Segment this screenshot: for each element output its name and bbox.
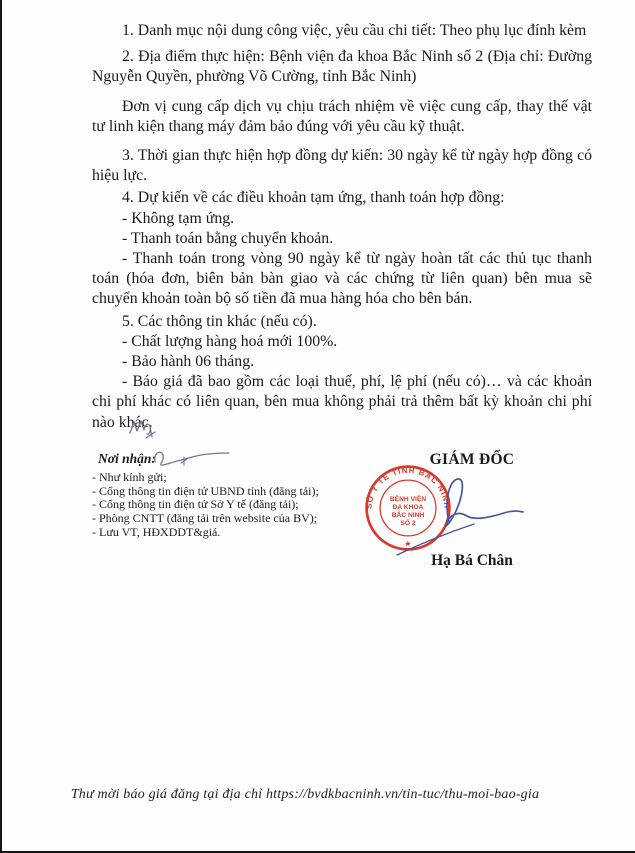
director-name: Hạ Bá Chân	[431, 552, 513, 569]
list-item-payment-terms: - Thanh toán trong vòng 90 ngày kể từ ngày hoàn tất các thủ tục thanh toán (hóa đơn, biên bản bàn giao và các chứng từ liên quan) bên mua sẽ chuyển khoản toàn bộ số tiền đã mua hàng hóa cho bên bán.	[92, 250, 592, 308]
svg-text:ĐA KHOA: ĐA KHOA	[392, 503, 424, 511]
paragraph-item-5: 5. Các thông tin khác (nếu có).	[122, 312, 317, 330]
footer-note: Thư mời báo giá đăng tại địa chỉ https://bvdkbacninh.vn/tin-tuc/thu-moi-bao-gia	[70, 787, 540, 802]
list-item-warranty: - Bảo hành 06 tháng.	[122, 353, 255, 371]
recipients-label: Nơi nhận:	[98, 451, 156, 466]
scan-edge-left	[0, 0, 2, 853]
paragraph-item-3: 3. Thời gian thực hiện hợp đồng dự kiến: 30 ngày kể từ ngày hợp đồng có hiệu lực.	[92, 147, 592, 185]
paragraph-item-4: 4. Dự kiến về các điều khoản tạm ứng, thanh toán hợp đồng:	[122, 189, 505, 207]
paragraph-item-2: 2. Địa điểm thực hiện: Bệnh viện đa khoa Bắc Ninh số 2 (Địa chỉ: Đường Nguyễn Quyền, phường Võ Cường, tỉnh Bắc Ninh)	[92, 48, 592, 86]
handwritten-initial-icon	[127, 417, 159, 441]
recipient-item: - Cổng thông tin điện tử UBND tỉnh (đăng tải);	[92, 483, 319, 498]
list-item-quality: - Chất lượng hàng hoá mới 100%.	[122, 332, 338, 350]
list-item-no-advance: - Không tạm ứng.	[122, 209, 235, 227]
svg-text:BẮC NINH: BẮC NINH	[391, 512, 425, 519]
paragraph-item-1: 1. Danh mục nội dung công việc, yêu cầu chi tiết: Theo phụ lục đính kèm	[122, 22, 587, 39]
recipient-item: - Như kính gửi;	[92, 469, 167, 484]
recipient-item: - Cổng thông tin điện tử Sở Y tế (đăng tải);	[92, 497, 299, 512]
document-body	[92, 21, 592, 433]
svg-text:BỆNH VIỆN: BỆNH VIỆN	[389, 495, 427, 503]
recipients-list	[92, 471, 372, 540]
handwritten-initial-icon	[149, 447, 233, 471]
director-title: GIÁM ĐỐC	[429, 451, 515, 468]
paragraph-supplier-note: Đơn vị cung cấp dịch vụ chịu trách nhiệm về việc cung cấp, thay thế vật tư linh kiện thang máy đảm bảo đúng với yêu cầu kỹ thuật.	[92, 97, 592, 135]
stamp-ring-text: SỞ Y TẾ TỈNH BẮC NINH	[364, 465, 452, 510]
stamp-star-icon: ★	[404, 538, 412, 548]
director-signature-icon	[389, 472, 527, 560]
recipient-item: - Lưu VT, HĐXDDT&giá.	[92, 524, 221, 539]
list-item-bank-transfer: - Thanh toán bằng chuyển khoản.	[122, 229, 334, 247]
list-item-price-includes: - Báo giá đã bao gồm các loại thuế, phí, lệ phí (nếu có)… và các khoản chi phí khác có liên quan, bên mua không phải trả thêm bất kỳ khoản chi phí nào khác.	[92, 373, 592, 431]
svg-text:SỐ 2: SỐ 2	[400, 520, 416, 528]
recipient-item: - Phòng CNTT (đăng tải trên website của BV);	[92, 511, 318, 526]
